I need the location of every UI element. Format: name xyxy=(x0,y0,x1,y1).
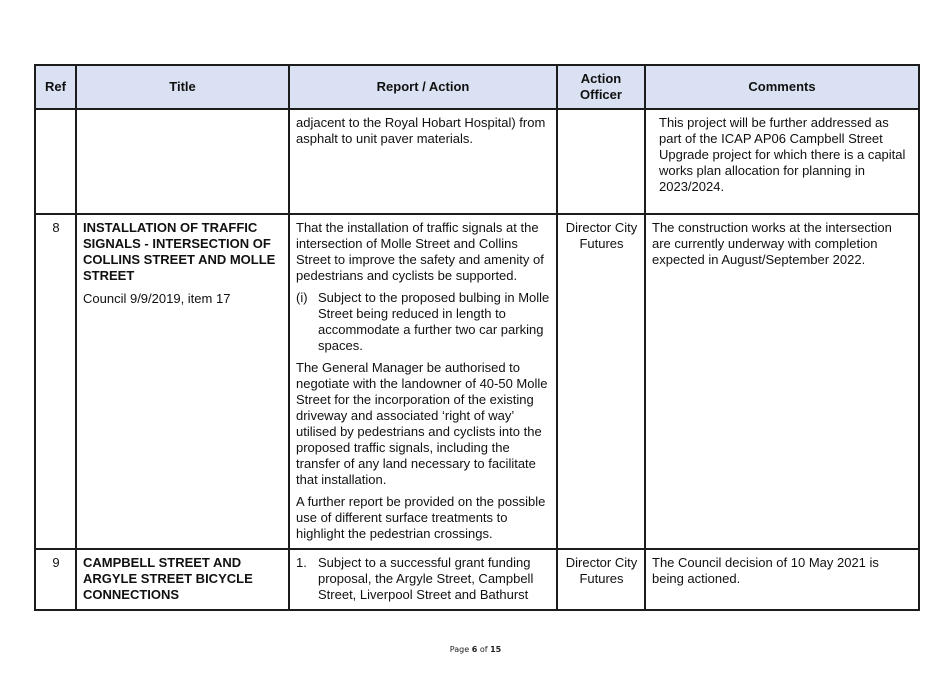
report-paragraph: A further report be provided on the possible use of different surface treatments to highlight the pedestrian crossings. xyxy=(296,494,546,541)
cell-comments xyxy=(645,109,919,214)
table-header-row xyxy=(35,65,919,109)
item-title: CAMPBELL STREET AND ARGYLE STREET BICYCLE CONNECTIONS xyxy=(83,555,253,602)
list-marker: 1. xyxy=(296,555,307,570)
report-list-item xyxy=(296,290,551,354)
header-action-officer xyxy=(557,65,645,109)
page-number: 6 xyxy=(471,645,478,654)
header-action-officer-line2: Officer xyxy=(580,87,622,102)
header-action-officer-line1: Action xyxy=(580,71,622,86)
cell-report xyxy=(289,109,557,214)
header-title: Title xyxy=(76,65,289,109)
report-list-item xyxy=(296,555,551,603)
cell-officer: Director City Futures xyxy=(557,549,645,610)
cell-report xyxy=(289,214,557,549)
list-item-text: Subject to a successful grant funding proposal, the Argyle Street, Campbell Street, Liverpool Street and Bathurst xyxy=(318,555,534,602)
page-label: Page xyxy=(449,645,470,654)
table-row-continued xyxy=(35,109,919,214)
cell-title xyxy=(76,109,289,214)
meeting-reference: Council 9/9/2019, item 17 xyxy=(83,291,231,306)
report-intro: That the installation of traffic signals at the intersection of Molle Street and Collins Street to improve the safety and amenity of pedestrians and cyclists be supported. xyxy=(296,220,544,283)
cell-comments: The Council decision of 10 May 2021 is being actioned. xyxy=(645,549,919,610)
table-row-item-8 xyxy=(35,214,919,549)
report-paragraph: adjacent to the Royal Hobart Hospital) from asphalt to unit paver materials. xyxy=(296,115,546,146)
page-footer xyxy=(0,645,951,654)
cell-ref xyxy=(35,109,76,214)
cell-title xyxy=(76,214,289,549)
list-marker: (i) xyxy=(296,290,308,305)
cell-officer: Director City Futures xyxy=(557,214,645,549)
resolutions-table xyxy=(34,64,920,611)
list-item-text: Subject to the proposed bulbing in Molle Street being reduced in length to accommodate a further two car parking spaces. xyxy=(318,290,550,353)
item-title: INSTALLATION OF TRAFFIC SIGNALS - INTERSECTION OF COLLINS STREET AND MOLLE STREET xyxy=(83,220,276,283)
cell-comments: The construction works at the intersection are currently underway with completion expected in August/September 2022. xyxy=(645,214,919,549)
comments-text: This project will be further addressed as part of the ICAP AP06 Campbell Street Upgrade project for which there is a capital works plan allocation for planning in 2023/2024. xyxy=(659,115,906,194)
page-total: 15 xyxy=(490,645,502,654)
cell-ref: 8 xyxy=(35,214,76,549)
page-of-label: of xyxy=(479,645,488,654)
header-report-action: Report / Action xyxy=(289,65,557,109)
cell-title xyxy=(76,549,289,610)
table-row-item-9 xyxy=(35,549,919,610)
cell-report xyxy=(289,549,557,610)
header-ref: Ref xyxy=(35,65,76,109)
report-paragraph: The General Manager be authorised to negotiate with the landowner of 40-50 Molle Street for the incorporation of the existing driveway and associated ‘right of way’ utilised by pedestrians and cyclists into the proposed traffic signals, including the transfer of any land necessary to facilitate that installation. xyxy=(296,360,548,487)
cell-ref: 9 xyxy=(35,549,76,610)
resolutions-table-container xyxy=(34,64,918,611)
header-comments: Comments xyxy=(645,65,919,109)
cell-officer xyxy=(557,109,645,214)
